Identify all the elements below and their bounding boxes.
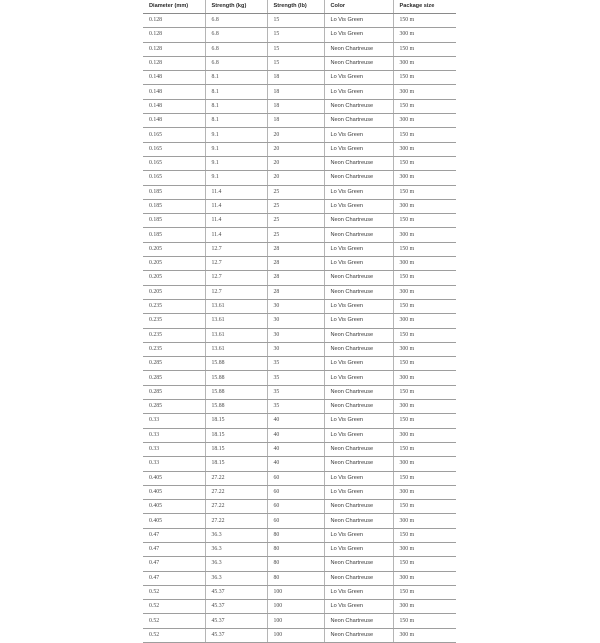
package-size-cell: 150 m xyxy=(393,271,456,285)
header-package-size: Package size xyxy=(393,0,456,14)
color-cell: Lo Vis Green xyxy=(324,242,393,256)
package-size-cell: 300 m xyxy=(393,199,456,213)
strength-kg-cell: 6.8 xyxy=(205,42,267,56)
strength-lb-cell: 28 xyxy=(267,257,324,271)
diameter-cell: 0.33 xyxy=(143,428,205,442)
color-cell: Neon Chartreuse xyxy=(324,99,393,113)
diameter-cell: 0.235 xyxy=(143,342,205,356)
package-size-cell: 300 m xyxy=(393,628,456,642)
color-cell: Neon Chartreuse xyxy=(324,328,393,342)
table-row xyxy=(143,128,456,142)
strength-kg-cell: 11.4 xyxy=(205,214,267,228)
strength-kg-cell: 18.15 xyxy=(205,442,267,456)
strength-lb-cell: 60 xyxy=(267,514,324,528)
color-cell: Neon Chartreuse xyxy=(324,557,393,571)
color-cell: Lo Vis Green xyxy=(324,357,393,371)
diameter-cell: 0.52 xyxy=(143,614,205,628)
package-size-cell: 300 m xyxy=(393,85,456,99)
color-cell: Neon Chartreuse xyxy=(324,56,393,70)
strength-kg-cell: 36.3 xyxy=(205,571,267,585)
header-strength-kg: Strength (kg) xyxy=(205,0,267,14)
diameter-cell: 0.33 xyxy=(143,414,205,428)
color-cell: Lo Vis Green xyxy=(324,371,393,385)
strength-lb-cell: 35 xyxy=(267,371,324,385)
diameter-cell: 0.148 xyxy=(143,71,205,85)
package-size-cell: 150 m xyxy=(393,128,456,142)
diameter-cell: 0.148 xyxy=(143,114,205,128)
strength-kg-cell: 27.22 xyxy=(205,500,267,514)
strength-kg-cell: 15.88 xyxy=(205,385,267,399)
table-row xyxy=(143,500,456,514)
diameter-cell: 0.185 xyxy=(143,214,205,228)
strength-lb-cell: 25 xyxy=(267,214,324,228)
strength-kg-cell: 13.61 xyxy=(205,314,267,328)
package-size-cell: 150 m xyxy=(393,528,456,542)
strength-kg-cell: 9.1 xyxy=(205,142,267,156)
package-size-cell: 300 m xyxy=(393,571,456,585)
color-cell: Lo Vis Green xyxy=(324,28,393,42)
diameter-cell: 0.128 xyxy=(143,28,205,42)
strength-lb-cell: 20 xyxy=(267,128,324,142)
table-row xyxy=(143,557,456,571)
strength-lb-cell: 30 xyxy=(267,342,324,356)
color-cell: Lo Vis Green xyxy=(324,71,393,85)
strength-kg-cell: 15.88 xyxy=(205,371,267,385)
strength-lb-cell: 80 xyxy=(267,542,324,556)
package-size-cell: 150 m xyxy=(393,442,456,456)
diameter-cell: 0.205 xyxy=(143,271,205,285)
diameter-cell: 0.33 xyxy=(143,442,205,456)
package-size-cell: 300 m xyxy=(393,257,456,271)
strength-kg-cell: 11.4 xyxy=(205,228,267,242)
color-cell: Lo Vis Green xyxy=(324,485,393,499)
table-row xyxy=(143,371,456,385)
diameter-cell: 0.205 xyxy=(143,257,205,271)
table-row xyxy=(143,485,456,499)
color-cell: Lo Vis Green xyxy=(324,257,393,271)
color-cell: Neon Chartreuse xyxy=(324,500,393,514)
strength-kg-cell: 12.7 xyxy=(205,257,267,271)
table-row xyxy=(143,342,456,356)
package-size-cell: 150 m xyxy=(393,414,456,428)
package-size-cell: 300 m xyxy=(393,457,456,471)
strength-lb-cell: 25 xyxy=(267,185,324,199)
color-cell: Neon Chartreuse xyxy=(324,214,393,228)
diameter-cell: 0.405 xyxy=(143,500,205,514)
strength-lb-cell: 15 xyxy=(267,28,324,42)
strength-lb-cell: 60 xyxy=(267,471,324,485)
diameter-cell: 0.165 xyxy=(143,142,205,156)
table-row xyxy=(143,428,456,442)
table-row xyxy=(143,628,456,642)
color-cell: Lo Vis Green xyxy=(324,299,393,313)
table-row xyxy=(143,171,456,185)
table-row xyxy=(143,571,456,585)
package-size-cell: 300 m xyxy=(393,428,456,442)
strength-kg-cell: 45.37 xyxy=(205,600,267,614)
color-cell: Neon Chartreuse xyxy=(324,514,393,528)
table-row xyxy=(143,99,456,113)
color-cell: Neon Chartreuse xyxy=(324,457,393,471)
color-cell: Lo Vis Green xyxy=(324,314,393,328)
header-color: Color xyxy=(324,0,393,14)
package-size-cell: 150 m xyxy=(393,185,456,199)
table-row xyxy=(143,28,456,42)
header-diameter: Diameter (mm) xyxy=(143,0,205,14)
table-row xyxy=(143,400,456,414)
strength-lb-cell: 100 xyxy=(267,600,324,614)
package-size-cell: 300 m xyxy=(393,314,456,328)
strength-lb-cell: 18 xyxy=(267,99,324,113)
diameter-cell: 0.285 xyxy=(143,357,205,371)
package-size-cell: 150 m xyxy=(393,328,456,342)
package-size-cell: 300 m xyxy=(393,342,456,356)
color-cell: Neon Chartreuse xyxy=(324,42,393,56)
table-row xyxy=(143,600,456,614)
color-cell: Neon Chartreuse xyxy=(324,228,393,242)
strength-kg-cell: 8.1 xyxy=(205,114,267,128)
color-cell: Lo Vis Green xyxy=(324,199,393,213)
table-row xyxy=(143,457,456,471)
strength-kg-cell: 11.4 xyxy=(205,185,267,199)
table-row xyxy=(143,71,456,85)
spec-sheet xyxy=(143,0,456,638)
diameter-cell: 0.235 xyxy=(143,299,205,313)
package-size-cell: 300 m xyxy=(393,28,456,42)
strength-kg-cell: 9.1 xyxy=(205,128,267,142)
strength-kg-cell: 15.88 xyxy=(205,400,267,414)
header-strength-lb: Strength (lb) xyxy=(267,0,324,14)
color-cell: Lo Vis Green xyxy=(324,471,393,485)
package-size-cell: 150 m xyxy=(393,242,456,256)
package-size-cell: 300 m xyxy=(393,228,456,242)
strength-kg-cell: 8.1 xyxy=(205,85,267,99)
strength-lb-cell: 18 xyxy=(267,71,324,85)
strength-lb-cell: 15 xyxy=(267,14,324,28)
strength-lb-cell: 20 xyxy=(267,156,324,170)
table-row xyxy=(143,14,456,28)
diameter-cell: 0.52 xyxy=(143,628,205,642)
strength-kg-cell: 45.37 xyxy=(205,614,267,628)
strength-kg-cell: 13.61 xyxy=(205,328,267,342)
strength-lb-cell: 80 xyxy=(267,557,324,571)
diameter-cell: 0.128 xyxy=(143,14,205,28)
strength-lb-cell: 100 xyxy=(267,614,324,628)
strength-kg-cell: 18.15 xyxy=(205,457,267,471)
strength-lb-cell: 40 xyxy=(267,442,324,456)
table-row xyxy=(143,285,456,299)
strength-lb-cell: 80 xyxy=(267,528,324,542)
strength-lb-cell: 40 xyxy=(267,428,324,442)
strength-lb-cell: 15 xyxy=(267,56,324,70)
table-row xyxy=(143,214,456,228)
table-row xyxy=(143,271,456,285)
table-row xyxy=(143,442,456,456)
strength-lb-cell: 40 xyxy=(267,457,324,471)
diameter-cell: 0.128 xyxy=(143,56,205,70)
package-size-cell: 150 m xyxy=(393,99,456,113)
strength-kg-cell: 11.4 xyxy=(205,199,267,213)
strength-kg-cell: 27.22 xyxy=(205,471,267,485)
package-size-cell: 150 m xyxy=(393,500,456,514)
strength-lb-cell: 60 xyxy=(267,500,324,514)
strength-lb-cell: 20 xyxy=(267,171,324,185)
diameter-cell: 0.47 xyxy=(143,528,205,542)
diameter-cell: 0.47 xyxy=(143,557,205,571)
diameter-cell: 0.285 xyxy=(143,400,205,414)
package-size-cell: 150 m xyxy=(393,214,456,228)
diameter-cell: 0.185 xyxy=(143,199,205,213)
table-row xyxy=(143,542,456,556)
strength-lb-cell: 100 xyxy=(267,628,324,642)
table-row xyxy=(143,385,456,399)
diameter-cell: 0.405 xyxy=(143,471,205,485)
package-size-cell: 150 m xyxy=(393,42,456,56)
table-row xyxy=(143,242,456,256)
color-cell: Lo Vis Green xyxy=(324,85,393,99)
table-row xyxy=(143,614,456,628)
strength-kg-cell: 12.7 xyxy=(205,242,267,256)
package-size-cell: 150 m xyxy=(393,156,456,170)
table-row xyxy=(143,142,456,156)
table-body xyxy=(143,14,456,643)
strength-lb-cell: 28 xyxy=(267,271,324,285)
strength-kg-cell: 36.3 xyxy=(205,542,267,556)
color-cell: Neon Chartreuse xyxy=(324,571,393,585)
diameter-cell: 0.47 xyxy=(143,542,205,556)
color-cell: Neon Chartreuse xyxy=(324,442,393,456)
color-cell: Neon Chartreuse xyxy=(324,385,393,399)
color-cell: Lo Vis Green xyxy=(324,14,393,28)
strength-lb-cell: 18 xyxy=(267,114,324,128)
strength-kg-cell: 8.1 xyxy=(205,99,267,113)
diameter-cell: 0.205 xyxy=(143,242,205,256)
table-row xyxy=(143,299,456,313)
table-row xyxy=(143,199,456,213)
package-size-cell: 150 m xyxy=(393,585,456,599)
strength-lb-cell: 60 xyxy=(267,485,324,499)
table-row xyxy=(143,471,456,485)
diameter-cell: 0.205 xyxy=(143,285,205,299)
package-size-cell: 300 m xyxy=(393,371,456,385)
package-size-cell: 300 m xyxy=(393,542,456,556)
package-size-cell: 150 m xyxy=(393,299,456,313)
table-row xyxy=(143,156,456,170)
table-row xyxy=(143,185,456,199)
strength-lb-cell: 35 xyxy=(267,357,324,371)
table-row xyxy=(143,528,456,542)
strength-lb-cell: 25 xyxy=(267,199,324,213)
strength-kg-cell: 36.3 xyxy=(205,557,267,571)
package-size-cell: 300 m xyxy=(393,285,456,299)
diameter-cell: 0.405 xyxy=(143,485,205,499)
strength-kg-cell: 27.22 xyxy=(205,485,267,499)
strength-lb-cell: 30 xyxy=(267,299,324,313)
color-cell: Neon Chartreuse xyxy=(324,628,393,642)
line-spec-table xyxy=(143,0,456,643)
diameter-cell: 0.405 xyxy=(143,514,205,528)
strength-kg-cell: 36.3 xyxy=(205,528,267,542)
strength-lb-cell: 25 xyxy=(267,228,324,242)
package-size-cell: 150 m xyxy=(393,14,456,28)
table-row xyxy=(143,514,456,528)
strength-kg-cell: 8.1 xyxy=(205,71,267,85)
package-size-cell: 150 m xyxy=(393,71,456,85)
table-row xyxy=(143,414,456,428)
strength-lb-cell: 30 xyxy=(267,314,324,328)
diameter-cell: 0.185 xyxy=(143,228,205,242)
color-cell: Lo Vis Green xyxy=(324,414,393,428)
strength-lb-cell: 15 xyxy=(267,42,324,56)
color-cell: Neon Chartreuse xyxy=(324,171,393,185)
color-cell: Lo Vis Green xyxy=(324,128,393,142)
table-row xyxy=(143,42,456,56)
strength-lb-cell: 30 xyxy=(267,328,324,342)
strength-kg-cell: 12.7 xyxy=(205,271,267,285)
package-size-cell: 300 m xyxy=(393,171,456,185)
diameter-cell: 0.148 xyxy=(143,85,205,99)
strength-kg-cell: 45.37 xyxy=(205,628,267,642)
color-cell: Neon Chartreuse xyxy=(324,156,393,170)
strength-kg-cell: 9.1 xyxy=(205,171,267,185)
color-cell: Neon Chartreuse xyxy=(324,400,393,414)
strength-lb-cell: 20 xyxy=(267,142,324,156)
table-row xyxy=(143,257,456,271)
table-row xyxy=(143,56,456,70)
package-size-cell: 300 m xyxy=(393,400,456,414)
package-size-cell: 150 m xyxy=(393,357,456,371)
color-cell: Lo Vis Green xyxy=(324,585,393,599)
color-cell: Neon Chartreuse xyxy=(324,342,393,356)
strength-kg-cell: 27.22 xyxy=(205,514,267,528)
diameter-cell: 0.285 xyxy=(143,385,205,399)
strength-kg-cell: 13.61 xyxy=(205,342,267,356)
strength-kg-cell: 6.8 xyxy=(205,28,267,42)
strength-lb-cell: 35 xyxy=(267,385,324,399)
table-row xyxy=(143,314,456,328)
diameter-cell: 0.165 xyxy=(143,171,205,185)
strength-kg-cell: 18.15 xyxy=(205,414,267,428)
color-cell: Neon Chartreuse xyxy=(324,114,393,128)
diameter-cell: 0.235 xyxy=(143,328,205,342)
table-row xyxy=(143,328,456,342)
color-cell: Neon Chartreuse xyxy=(324,285,393,299)
color-cell: Lo Vis Green xyxy=(324,142,393,156)
diameter-cell: 0.33 xyxy=(143,457,205,471)
diameter-cell: 0.47 xyxy=(143,571,205,585)
strength-lb-cell: 35 xyxy=(267,400,324,414)
strength-lb-cell: 28 xyxy=(267,285,324,299)
header-row xyxy=(143,0,456,14)
color-cell: Lo Vis Green xyxy=(324,528,393,542)
strength-kg-cell: 15.88 xyxy=(205,357,267,371)
diameter-cell: 0.165 xyxy=(143,156,205,170)
diameter-cell: 0.285 xyxy=(143,371,205,385)
diameter-cell: 0.128 xyxy=(143,42,205,56)
strength-lb-cell: 18 xyxy=(267,85,324,99)
package-size-cell: 300 m xyxy=(393,56,456,70)
strength-lb-cell: 28 xyxy=(267,242,324,256)
color-cell: Lo Vis Green xyxy=(324,185,393,199)
diameter-cell: 0.52 xyxy=(143,585,205,599)
color-cell: Lo Vis Green xyxy=(324,428,393,442)
strength-kg-cell: 13.61 xyxy=(205,299,267,313)
strength-kg-cell: 6.8 xyxy=(205,56,267,70)
color-cell: Lo Vis Green xyxy=(324,600,393,614)
diameter-cell: 0.148 xyxy=(143,99,205,113)
table-row xyxy=(143,114,456,128)
diameter-cell: 0.52 xyxy=(143,600,205,614)
package-size-cell: 300 m xyxy=(393,514,456,528)
package-size-cell: 150 m xyxy=(393,614,456,628)
strength-kg-cell: 18.15 xyxy=(205,428,267,442)
strength-kg-cell: 9.1 xyxy=(205,156,267,170)
strength-kg-cell: 12.7 xyxy=(205,285,267,299)
package-size-cell: 300 m xyxy=(393,114,456,128)
package-size-cell: 150 m xyxy=(393,557,456,571)
strength-kg-cell: 45.37 xyxy=(205,585,267,599)
strength-lb-cell: 40 xyxy=(267,414,324,428)
table-row xyxy=(143,357,456,371)
table-row xyxy=(143,85,456,99)
color-cell: Lo Vis Green xyxy=(324,542,393,556)
diameter-cell: 0.235 xyxy=(143,314,205,328)
diameter-cell: 0.165 xyxy=(143,128,205,142)
package-size-cell: 150 m xyxy=(393,385,456,399)
strength-kg-cell: 6.8 xyxy=(205,14,267,28)
diameter-cell: 0.185 xyxy=(143,185,205,199)
package-size-cell: 300 m xyxy=(393,485,456,499)
color-cell: Neon Chartreuse xyxy=(324,271,393,285)
strength-lb-cell: 80 xyxy=(267,571,324,585)
package-size-cell: 150 m xyxy=(393,471,456,485)
strength-lb-cell: 100 xyxy=(267,585,324,599)
table-row xyxy=(143,228,456,242)
package-size-cell: 300 m xyxy=(393,142,456,156)
table-row xyxy=(143,585,456,599)
package-size-cell: 300 m xyxy=(393,600,456,614)
color-cell: Neon Chartreuse xyxy=(324,614,393,628)
